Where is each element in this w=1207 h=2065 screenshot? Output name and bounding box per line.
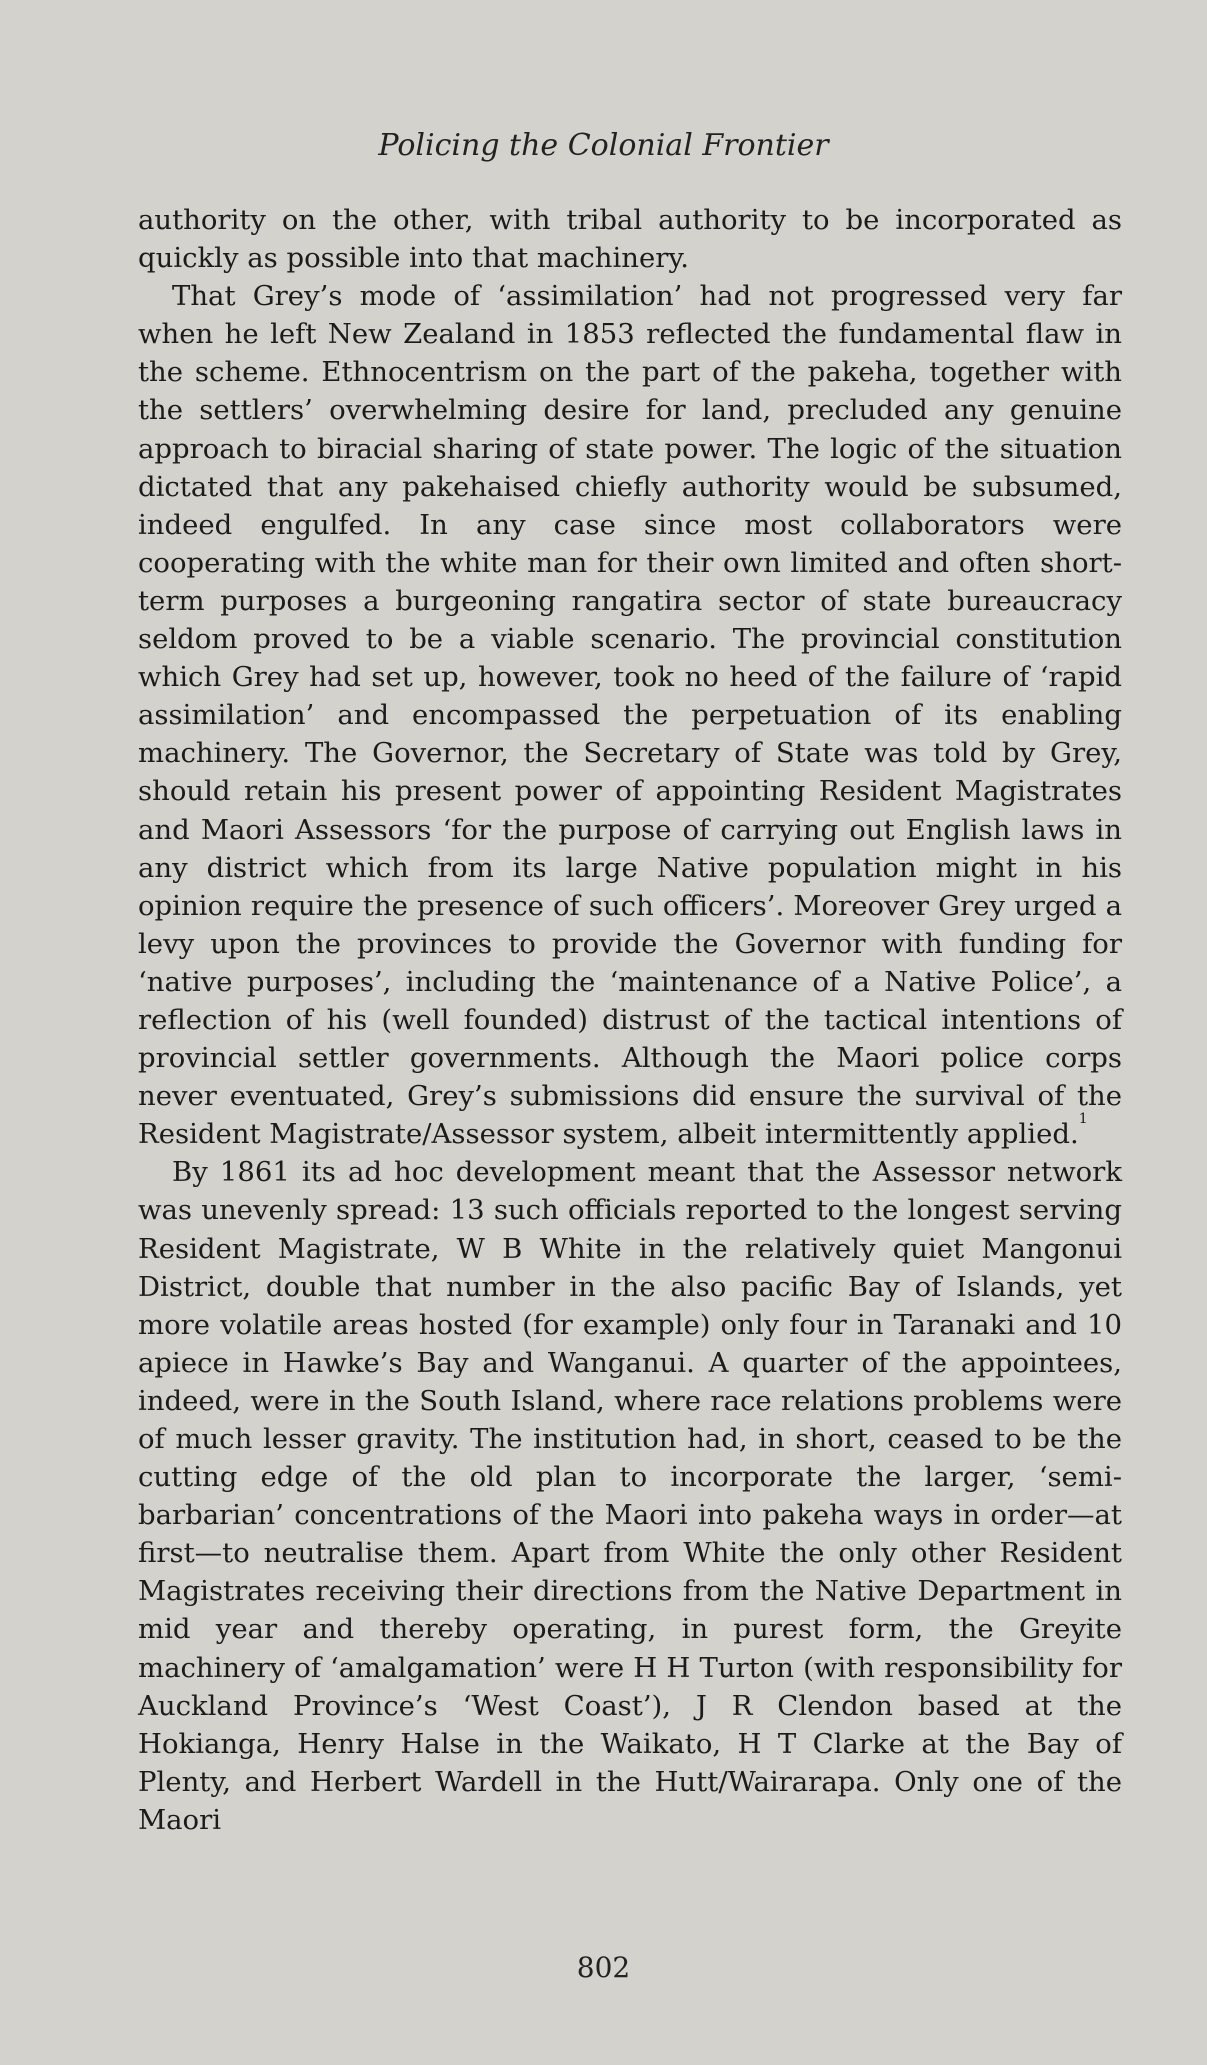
paragraph-3-text: By 1861 its ad hoc development meant that the Assessor network was unevenly spread: 13 such officials reported to the longest serving Resident Magistrate, W B White in the relatively quiet Mangonui District, double that number in the also pacific Bay of Islands, yet more volatile areas hosted (for example) only four in Taranaki and 10 apiece in Hawke’s Bay and Wanganui. A quarter of the appointees, indeed, were in the South Island, where race relations problems were of much lesser gravity. The institution had, in short, ceased to be the cutting edge of the old plan to incorporate the larger, ‘semi-barbarian’ concentrations of the Maori into pakeha ways in order—at first—to neutralise them. Apart from White the only other Resident Magistrates receiving their directions from the Native Department in mid year and thereby operating, in purest form, the Greyite machinery of ‘amalgamation’ were H H Turton (with responsibility for Auckland Province’s ‘West Coast’), J R Clendon based at the Hokianga, Henry Halse in the Waikato, H T Clarke at the Bay of Plenty, and Herbert Wardell in the Hutt/Wairarapa. Only one of the Maori: [138, 1156, 1122, 1836]
footnote-marker: 1: [1078, 1111, 1088, 1128]
paragraph-1-text: authority on the other, with tribal authority to be incorporated as quickly as possible into that machinery.: [138, 204, 1122, 275]
body-text: [138, 201, 1122, 1839]
paragraph-2-text: That Grey’s mode of ‘assimilation’ had not progressed very far when he left New Zealand in 1853 reflected the fundamental flaw in the scheme. Ethnocentrism on the part of the pakeha, together with the settlers’ overwhelming desire for land, precluded any genuine approach to biracial sharing of state power. The logic of the situation dictated that any pakehaised chiefly authority would be subsumed, indeed engulfed. In any case since most collaborators were cooperating with the white man for their own limited and often short-term purposes a burgeoning rangatira sector of state bureaucracy seldom proved to be a viable scenario. The provincial constitution which Grey had set up, however, took no heed of the failure of ‘rapid assimilation’ and encompassed the perpetuation of its enabling machinery. The Governor, the Secretary of State was told by Grey, should retain his present power of appointing Resident Magistrates and Maori Assessors ‘for the purpose of carrying out English laws in any district which from its large Native population might in his opinion require the presence of such officers’. Moreover Grey urged a levy upon the provinces to provide the Governor with funding for ‘native purposes’, including the ‘maintenance of a Native Police’, a reflection of his (well founded) distrust of the tactical intentions of provincial settler governments. Although the Maori police corps never eventuated, Grey’s submissions did ensure the survival of the Resident Magistrate/Assessor system, albeit intermittently applied.: [138, 280, 1122, 1151]
paragraph-1: [138, 201, 1122, 277]
paragraph-2: [138, 277, 1122, 1153]
running-head: Policing the Colonial Frontier: [378, 128, 829, 163]
paragraph-3: [138, 1153, 1122, 1839]
page-number: 802: [576, 1951, 631, 1984]
